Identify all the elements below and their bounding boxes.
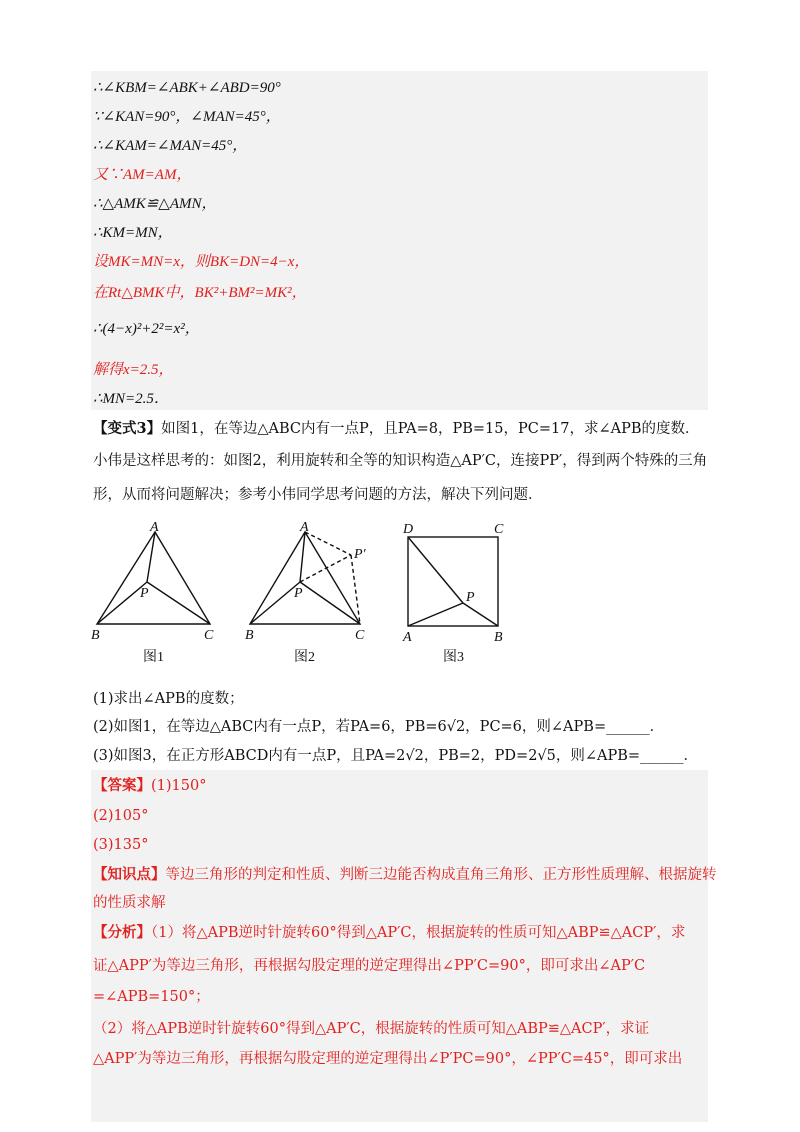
answer-label: 【答案】 (93, 777, 151, 794)
fig2-caption: 图2 (294, 650, 315, 665)
fig3-caption: 图3 (443, 650, 464, 665)
solution-line: ∴(4−x)²+2²=x²， (93, 321, 200, 337)
problem-line-1: 【变式3】如图1，在等边△ABC内有一点P，且PA=8，PB=15，PC=17，求∠APB的度数． (93, 420, 700, 437)
fig3-label-b: B (494, 630, 503, 645)
question-2: (2)如图1，在等边△ABC内有一点P，若PA=6，PB=6√2，PC=6，则∠APB=______． (93, 719, 665, 735)
problem-line-2: 小伟是这样思考的：如图2，利用旋转和全等的知识构造△AP′C，连接PP′，得到两个特殊的三角 (93, 453, 708, 469)
figure-3 (408, 537, 498, 626)
knowledge-line-1: 【知识点】等边三角形的判定和性质、判断三边能否构成直角三角形、正方形性质理解、根据旋转 (93, 866, 717, 883)
answer-line-1: 【答案】(1)150° (93, 777, 207, 794)
fig2-label-p: P (294, 586, 303, 601)
fig2-label-c: C (355, 628, 365, 643)
answer-line-2: (2)105° (93, 808, 149, 824)
figure-1 (97, 532, 210, 624)
answer-line-3: (3)135° (93, 837, 149, 853)
analysis-line-4: （2）将△APB逆时针旋转60°得到△AP′C，根据旋转的性质可知△ABP≌△ACP′，求证 (93, 1021, 650, 1037)
fig3-label-d: D (403, 522, 414, 537)
solution-line: ∴MN=2.5． (93, 391, 169, 407)
knowledge-label: 【知识点】 (93, 866, 166, 883)
solution-line: 在Rt△BMK中，BK²+BM²=MK²， (93, 285, 307, 301)
knowledge-line-2: 的性质求解 (93, 895, 166, 911)
solution-line: ∴∠KAM=∠MAN=45°， (93, 138, 248, 154)
solution-line: ∵∠KAN=90°，∠MAN=45°， (93, 109, 281, 125)
fig2-label-b: B (245, 628, 254, 643)
solution-line: 设MK=MN=x，则BK=DN=4−x， (93, 254, 310, 270)
fig2-label-p-prime: P′ (354, 547, 366, 562)
analysis-line-1: 【分析】（1）将△APB逆时针旋转60°得到△AP′C，根据旋转的性质可知△ABP≌△ACP′，求 (93, 924, 686, 941)
fig3-label-c: C (494, 522, 504, 537)
fig1-label-c: C (204, 628, 214, 643)
analysis-line-3: =∠APB=150°； (93, 989, 210, 1005)
solution-line: 又∵AM=AM， (93, 167, 192, 183)
fig2-label-a: A (300, 520, 309, 535)
question-3: (3)如图3，在正方形ABCD内有一点P，且PA=2√2，PB=2，PD=2√5，则∠APB=______． (93, 748, 699, 764)
fig3-label-p: P (466, 590, 475, 605)
figure-2 (250, 532, 360, 624)
problem-label: 【变式3】 (93, 420, 162, 437)
solution-line: ∴∠KBM=∠ABK+∠ABD=90° (93, 80, 281, 96)
fig1-label-p: P (140, 586, 149, 601)
fig3-label-a: A (403, 630, 412, 645)
fig1-label-a: A (150, 520, 159, 535)
solution-line: ∴△AMK≌△AMN， (93, 196, 217, 212)
analysis-line-5: △APP′为等边三角形，再根据勾股定理的逆定理得出∠P′PC=90°，∠PP′C=45°，即可求出 (93, 1051, 683, 1067)
analysis-label: 【分析】 (93, 924, 151, 941)
solution-line: ∴KM=MN， (93, 225, 173, 241)
analysis-line-2: 证△APP′为等边三角形，再根据勾股定理的逆定理得出∠PP′C=90°，即可求出∠AP′C (93, 958, 646, 974)
solution-line: 解得x=2.5， (93, 362, 174, 378)
question-1: (1)求出∠APB的度数； (93, 691, 244, 707)
figures (0, 515, 800, 675)
answer-box (91, 770, 708, 1122)
fig1-caption: 图1 (143, 650, 164, 665)
problem-line-3: 形，从而将问题解决；参考小伟同学思考问题的方法，解决下列问题． (93, 487, 543, 503)
fig1-label-b: B (91, 628, 100, 643)
